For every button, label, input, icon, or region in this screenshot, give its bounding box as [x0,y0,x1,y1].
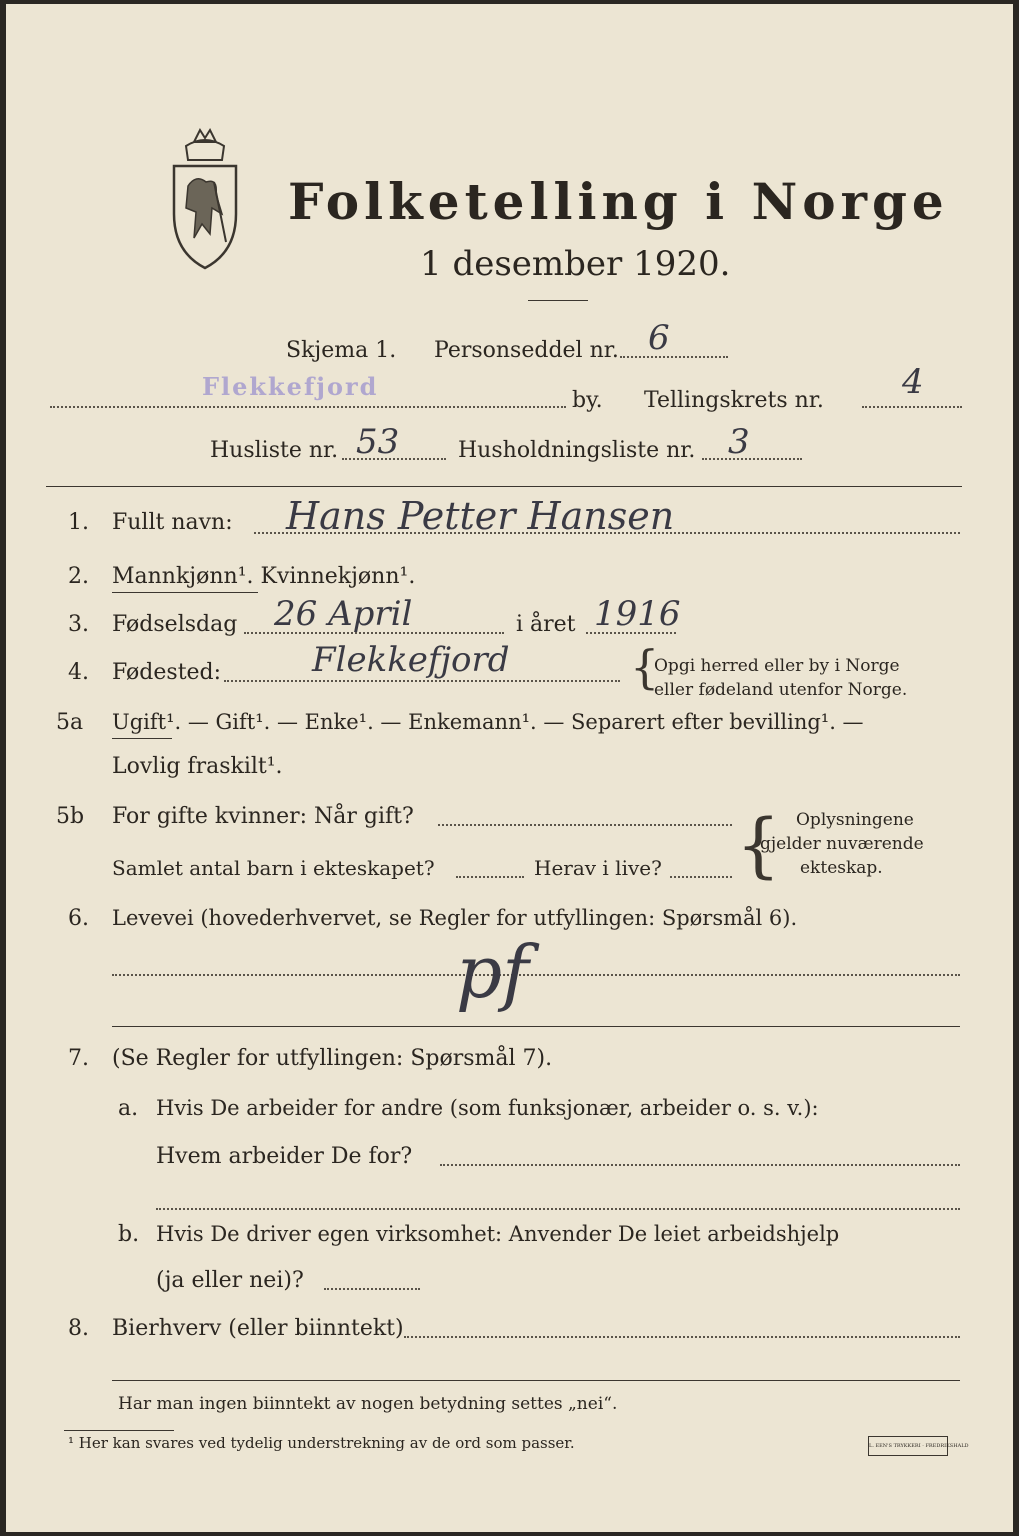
q3-year-label: i året [516,612,576,637]
tellingskrets-field [862,406,962,408]
by-label: by. [572,388,603,413]
footnote: ¹ Her kan svares ved tydelig understrekning av de ord som passer. [68,1434,575,1452]
q3-label: Fødselsdag [112,612,238,637]
q5b-children-field [456,876,524,878]
q7-number: 7. [68,1046,89,1071]
tellingskrets-value: 4 [902,362,924,402]
q7a-field-2 [156,1208,960,1210]
q5a-line-2: Lovlig fraskilt¹. [112,754,283,779]
husholdning-label: Husholdningsliste nr. [458,438,696,463]
q5b-alive-field [670,876,732,878]
q6-field-1 [112,974,960,976]
q5a-number: 5a [56,710,84,735]
q5b-children-label: Samlet antal barn i ekteskapet? [112,856,435,880]
personseddel-value: 6 [648,318,670,358]
q7-label: (Se Regler for utfyllingen: Spørsmål 7). [112,1046,553,1071]
husholdning-field [702,458,802,460]
q2-options: Mannkjønn¹. Kvinnekjønn¹. [112,564,416,589]
q5a-line-1: Ugift¹. — Gift¹. — Enke¹. — Enkemann¹. — Separert efter bevilling¹. — [112,710,864,734]
q5b-note-2: gjelder nuværende [760,834,924,854]
q5b-note-3: ekteskap. [800,858,883,878]
husliste-value: 53 [356,422,400,462]
printer-mark: L. EEN'S TRYKKERI · FREDRIKSHALD [868,1436,948,1456]
q7a-letter: a. [118,1096,139,1121]
personseddel-label: Personseddel nr. [434,338,619,363]
q2-underline [112,592,258,593]
q6-value: pf [456,930,529,1014]
q7b-line-1: Hvis De driver egen virksomhet: Anvender De leiet arbeidshjelp [156,1222,840,1246]
q8-note: Har man ingen biinntekt av nogen betydning settes „nei“. [118,1394,618,1414]
q2-number: 2. [68,564,89,589]
husholdning-value: 3 [728,422,750,462]
q8-label: Bierhverv (eller biinntekt) [112,1316,404,1341]
q3-number: 3. [68,612,89,637]
husliste-label: Husliste nr. [210,438,339,463]
page-title: Folketelling i Norge [288,172,949,231]
census-form [6,4,1013,1532]
q1-label: Fullt navn: [112,510,233,535]
q7b-letter: b. [118,1222,140,1247]
q8-field-1 [404,1336,960,1338]
q4-number: 4. [68,660,89,685]
q5b-number: 5b [56,804,85,829]
q7b-field [324,1288,420,1290]
tellingskrets-label: Tellingskrets nr. [644,388,824,413]
q4-note-1: Opgi herred eller by i Norge [654,656,900,676]
q5b-married-field [438,824,732,826]
census-date: 1 desember 1920. [420,244,731,284]
q4-field [224,680,620,682]
q4-note-2: eller fødeland utenfor Norge. [654,680,908,700]
q5b-alive-label: Herav i live? [534,856,662,880]
schema-label: Skjema 1. [286,338,397,363]
title-divider [528,300,588,301]
q7a-line-2: Hvem arbeider De for? [156,1144,413,1169]
city-stamp: Flekkefjord [202,372,379,401]
q5b-line-1: For gifte kvinner: Når gift? [112,804,414,829]
q7b-line-2: (ja eller nei)? [156,1268,304,1293]
q6-field-2 [112,1026,960,1027]
city-field [50,406,566,408]
q8-number: 8. [68,1316,89,1341]
q5a-underline [112,738,172,739]
q7a-field-1 [440,1164,960,1166]
coat-of-arms-icon [166,122,244,272]
footnote-divider [64,1430,174,1431]
q8-field-2 [112,1380,960,1381]
q7a-line-1: Hvis De arbeider for andre (som funksjonær, arbeider o. s. v.): [156,1096,819,1120]
q4-value: Flekkefjord [312,640,510,680]
q6-label: Levevei (hovederhvervet, se Regler for utfyllingen: Spørsmål 6). [112,906,798,930]
q3-value: 26 April [274,594,413,634]
personseddel-field [620,356,728,358]
q1-number: 1. [68,510,89,535]
q5b-brace: { [736,804,781,886]
q4-brace: { [630,640,660,694]
q4-label: Fødested: [112,660,222,685]
q5b-note-1: Oplysningene [796,810,914,830]
header-divider [46,486,962,487]
q1-value: Hans Petter Hansen [286,494,675,538]
q6-number: 6. [68,906,89,931]
q3-year-value: 1916 [594,594,681,634]
